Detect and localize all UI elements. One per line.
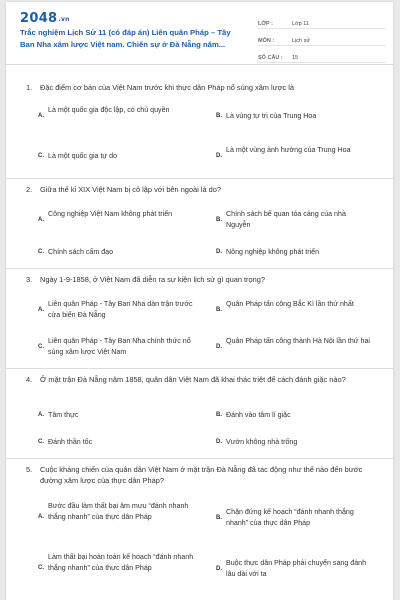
document-meta (258, 14, 386, 65)
option-letter: A. (38, 307, 44, 313)
option-letter: B. (216, 412, 222, 418)
question-number: 5. (26, 465, 33, 474)
option-letter: D. (216, 153, 222, 159)
option-letter: A. (38, 113, 44, 119)
option-text: Bước đầu làm thất bại âm mưu “đánh nhanh thắng nhanh” của thực dân Pháp (48, 502, 189, 521)
meta-label: MÔN : (258, 38, 275, 44)
document-header (6, 2, 393, 65)
question-text: Đặc điểm cơ bản của Việt Nam trước khi thực dân Pháp nổ súng xâm lược là (40, 83, 294, 92)
question-number: 2. (26, 185, 33, 194)
option-text: Là một quốc gia tự do (48, 152, 118, 160)
meta-row-count (258, 48, 386, 63)
option-letter: D. (216, 249, 222, 255)
option-text: Vườn không nhà trống (226, 438, 298, 446)
option-text: Chặn đứng kế hoạch “đánh nhanh thắng nhanh” của thực dân Pháp (226, 508, 354, 527)
meta-label: SỐ CÂU : (258, 55, 283, 61)
option-letter: B. (216, 515, 222, 521)
option-letter: C. (38, 565, 44, 571)
option-text: Tâm thực (48, 411, 79, 419)
meta-row-class (258, 14, 386, 29)
option-text: Liên quân Pháp - Tây Ban Nha chính thức nổ súng xâm lược Việt Nam (48, 337, 191, 356)
option-letter: C. (38, 153, 44, 159)
meta-label: LỚP : (258, 21, 273, 27)
option-text: Liên quân Pháp - Tây Ban Nha dàn trận trước cửa biển Đà Nẵng (48, 300, 193, 319)
option-text: Chính sách cấm đạo (48, 248, 114, 256)
option-letter: D. (216, 439, 222, 445)
question-text: Cuộc kháng chiến của quân dân Việt Nam ở mặt trận Đà Nẵng đã tác động như thế nào đến bước đường xâm lược của thực dân Pháp? (40, 465, 363, 485)
option-text: Công nghiệp Việt Nam không phát triển (48, 210, 173, 218)
option-letter: A. (38, 217, 44, 223)
question-text: Giữa thế kỉ XIX Việt Nam bị cô lập với bên ngoài là do? (40, 185, 221, 194)
option-text: Là vùng tự trị của Trung Hoa (226, 112, 317, 120)
question-divider (6, 458, 393, 459)
option-letter: C. (38, 439, 44, 445)
option-letter: C. (38, 344, 44, 350)
option-text: Nông nghiệp không phát triển (226, 248, 320, 256)
question-number: 1. (26, 83, 33, 92)
document-page (6, 2, 393, 600)
option-letter: A. (38, 412, 44, 418)
option-letter: D. (216, 566, 222, 572)
question-number: 3. (26, 275, 33, 284)
option-text: Đánh thần tốc (48, 438, 93, 446)
option-letter: D. (216, 344, 222, 350)
option-letter: B. (216, 113, 222, 119)
option-letter: B. (216, 307, 222, 313)
question-text: Ngày 1-9-1858, ở Việt Nam đã diễn ra sự kiện lịch sử gì quan trọng? (40, 275, 265, 284)
meta-value: Lịch sử (292, 38, 311, 44)
logo-text: 2048 (20, 11, 58, 26)
option-letter: A. (38, 514, 44, 520)
logo-suffix: .vn (58, 16, 70, 23)
option-text: Làm thất bại hoàn toàn kế hoạch “đánh nhanh thắng nhanh” của thực dân Pháp (48, 553, 194, 572)
option-text: Đánh vào tâm lí giặc (226, 411, 291, 419)
option-text: Là một vùng ảnh hưởng của Trung Hoa (226, 146, 351, 154)
option-text: Là một quốc gia độc lập, có chủ quyền (48, 106, 170, 114)
question-divider (6, 368, 393, 369)
option-text: Buộc thực dân Pháp phải chuyển sang đánh lâu dài với ta (226, 559, 367, 578)
site-logo[interactable] (20, 11, 70, 26)
option-letter: B. (216, 217, 222, 223)
meta-value: 15 (292, 55, 299, 61)
question-divider (6, 178, 393, 179)
option-text: Chính sách bế quan tỏa cảng của nhà Nguyễn (226, 210, 346, 229)
meta-row-subject (258, 31, 386, 46)
question-divider (6, 268, 393, 269)
option-letter: C. (38, 249, 44, 255)
option-text: Quân Pháp tấn công Bắc Kì lần thứ nhất (226, 300, 354, 308)
question-number: 4. (26, 375, 33, 384)
document-title: Trắc nghiệm Lịch Sử 11 (có đáp án) Liên quân Pháp – Tây Ban Nha xâm lược Việt nam. Chiến sự ở Đà Nẵng năm... (20, 28, 231, 49)
option-text: Quân Pháp tấn công thành Hà Nội lần thứ hai (226, 337, 370, 345)
question-text: Ở mặt trận Đà Nẵng năm 1858, quân dân Việt Nam đã khai thác triệt để cách đánh giặc nào? (40, 375, 346, 384)
meta-value: Lớp 11 (292, 21, 309, 27)
